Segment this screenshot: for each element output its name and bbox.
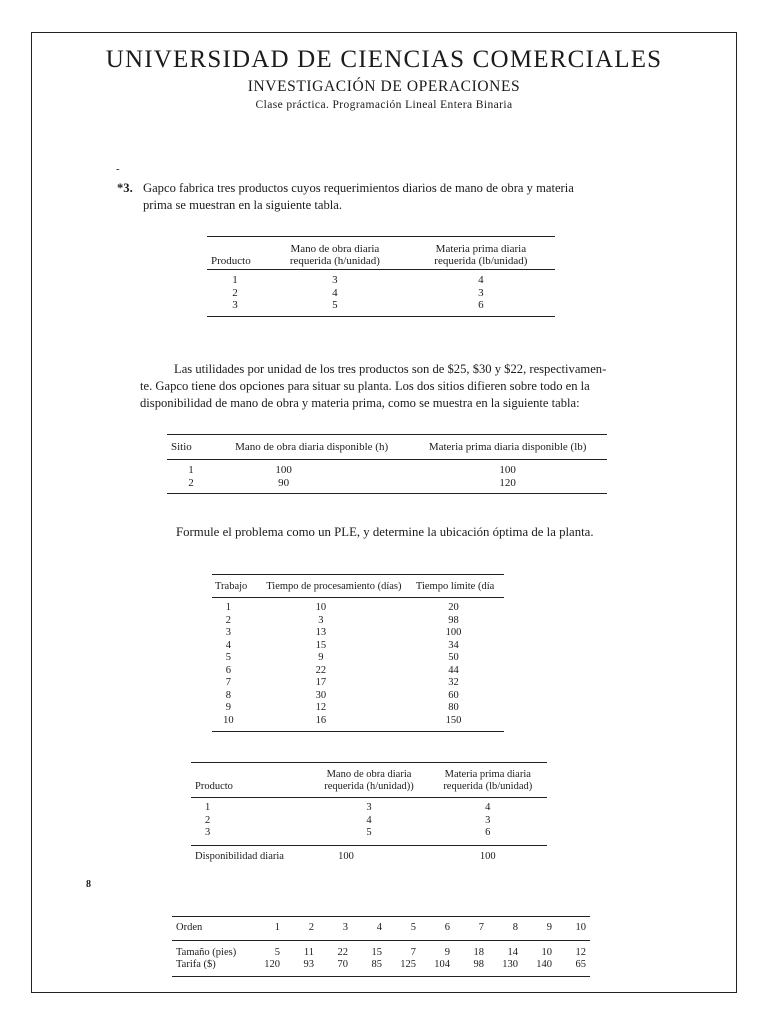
table-row-tamano [172, 940, 590, 959]
table-cell: 1 [225, 602, 232, 613]
table-row [212, 602, 504, 615]
col-header-mano-obra: Mano de obra diaria requerida (h/unidad)) [324, 769, 414, 792]
table-cell: 8 [512, 922, 518, 933]
table-cell: 6 [225, 664, 232, 676]
table-cell: 22 [315, 664, 327, 676]
table-cell: 44 [448, 664, 459, 676]
table-cell: 15 [315, 639, 327, 651]
col-header-sitio: Sitio [171, 441, 192, 453]
table-cell: 10 [575, 922, 586, 933]
table-row: 3 5 6 [191, 827, 547, 845]
table-cell: 11 [303, 946, 314, 958]
paragraph-line: te. Gapco tiene dos opciones para situar su planta. Los dos sitios difieren sobre todo en la [140, 379, 590, 393]
course-title: INVESTIGACIÓN DE OPERACIONES [247, 78, 521, 95]
table-cell: 5 [225, 652, 232, 663]
dash-mark: - [116, 163, 120, 175]
table-cell: 4 [225, 639, 232, 651]
col-header-mano-obra: Mano de obra diaria requerida (h/unidad) [289, 243, 380, 267]
col-header-tiempo-limite: Tiempo límite (día [415, 581, 495, 592]
availability-table [191, 762, 547, 868]
table-footer-row: Disponibilidad diaria 100 100 [195, 850, 496, 862]
side-mark: 8 [86, 879, 91, 890]
col-header-trabajo: Trabajo [215, 581, 248, 592]
table-cell: 60 [448, 689, 459, 701]
table-cell: 12 [315, 702, 327, 713]
table-row [212, 615, 504, 628]
table-cell: 7 [478, 922, 484, 933]
table-cell: 9 [225, 702, 232, 713]
table-cell: 50 [448, 652, 459, 663]
table-cell: 2 [308, 922, 314, 933]
table-cell: 5 [274, 946, 280, 958]
table-cell: 98 [448, 614, 459, 626]
table-cell: 130 [502, 959, 518, 970]
table-cell: 98 [473, 959, 484, 970]
table-row-tarifa [172, 959, 590, 976]
table-cell: 104 [434, 959, 450, 970]
table-cell: 34 [448, 639, 459, 651]
row-label: Tarifa ($) [176, 959, 216, 970]
table-row [212, 627, 504, 640]
table-cell: 10 [315, 602, 327, 613]
table-row [212, 640, 504, 653]
table-cell: 12 [575, 946, 586, 958]
table-cell: 13 [315, 627, 327, 638]
table-cell: 65 [575, 959, 586, 970]
col-header-materia-prima: Materia prima diaria requerida (lb/unidad) [434, 243, 528, 267]
table-cell: 17 [315, 677, 327, 688]
table-row: 2 4 3 [232, 286, 484, 299]
table-cell: 80 [448, 702, 459, 713]
table-row: 1 100 100 [188, 464, 516, 476]
table-cell: 150 [445, 714, 462, 726]
table-cell: 70 [337, 959, 348, 970]
problem-statement [143, 180, 623, 214]
table-cell: 100 [445, 627, 462, 638]
table-cell: 3 [318, 614, 324, 626]
table-cell: 16 [315, 714, 327, 726]
table-cell: 32 [448, 677, 459, 688]
table-row: 2 4 3 [205, 814, 491, 826]
table-row: 2 90 120 [167, 477, 607, 494]
table-row: 3 5 6 [207, 299, 555, 316]
requirements-table [207, 236, 555, 317]
table-row: 1 3 4 [205, 802, 491, 813]
table-cell: 7 [410, 946, 416, 958]
table-cell: 18 [473, 946, 484, 958]
table-cell: 22 [337, 946, 348, 958]
col-header-producto: Producto [211, 255, 251, 267]
table-cell: 14 [507, 946, 518, 958]
table-row: 1 3 4 [232, 274, 484, 286]
col-header-materia-prima-disp: Materia prima diaria disponible (lb) [428, 441, 587, 453]
table-row [212, 690, 504, 703]
table-row [212, 702, 504, 715]
table-cell: 8 [225, 689, 232, 701]
table-cell: 9 [318, 652, 324, 663]
row-label: Tamaño (pies) [176, 946, 237, 958]
table-cell: 6 [444, 922, 450, 933]
problem-number: *3. [117, 181, 133, 195]
table-cell: 9 [444, 946, 450, 958]
row-label: Orden [176, 922, 203, 933]
table-cell: 140 [536, 959, 552, 970]
table-cell: 85 [371, 959, 382, 970]
table-cell: 125 [400, 959, 416, 970]
table-cell: 120 [264, 959, 280, 970]
statement-line: Gapco fabrica tres productos cuyos requerimientos diarios de mano de obra y materia [143, 181, 574, 195]
jobs-table [212, 574, 504, 732]
paragraph-line: Las utilidades por unidad de los tres productos son de $25, $30 y $22, respectivamen- [174, 362, 607, 376]
col-header-mano-obra-disp: Mano de obra diaria disponible (h) [235, 441, 389, 453]
table-row [212, 652, 504, 665]
col-header-tiempo-procesamiento: Tiempo de procesamiento (días) [266, 581, 402, 592]
table-cell: 2 [225, 614, 232, 626]
table-cell: 93 [303, 959, 314, 970]
table-cell: 30 [315, 689, 327, 701]
sites-table [167, 434, 607, 494]
orders-table [172, 916, 590, 977]
university-title: UNIVERSIDAD DE CIENCIAS COMERCIALES [105, 46, 663, 73]
col-header-producto: Producto [195, 781, 233, 792]
instruction-text: Formule el problema como un PLE, y determine la ubicación óptima de la planta. [176, 525, 594, 539]
table-cell: 7 [225, 677, 232, 688]
statement-line: prima se muestran en la siguiente tabla. [143, 198, 342, 212]
table-row [212, 665, 504, 678]
table-row [212, 715, 504, 732]
table-cell: 15 [371, 946, 382, 958]
table-cell: 5 [410, 922, 416, 933]
table-cell: 20 [448, 602, 459, 613]
table-cell: 1 [274, 922, 280, 933]
table-cell: 3 [225, 627, 232, 638]
table-cell: 10 [223, 714, 234, 726]
table-cell: 10 [541, 946, 552, 958]
table-row-orden [172, 917, 590, 941]
class-subtitle: Clase práctica. Programación Lineal Entera Binaria [255, 99, 513, 111]
utilities-paragraph [140, 361, 640, 412]
paragraph-line: disponibilidad de mano de obra y materia prima, como se muestra en la siguiente tabla: [140, 396, 580, 410]
col-header-materia-prima: Materia prima diaria requerida (lb/unidad) [443, 769, 533, 792]
table-cell: 4 [376, 922, 382, 933]
table-cell: 3 [342, 922, 348, 933]
table-cell: 9 [546, 922, 552, 933]
table-row [212, 677, 504, 690]
